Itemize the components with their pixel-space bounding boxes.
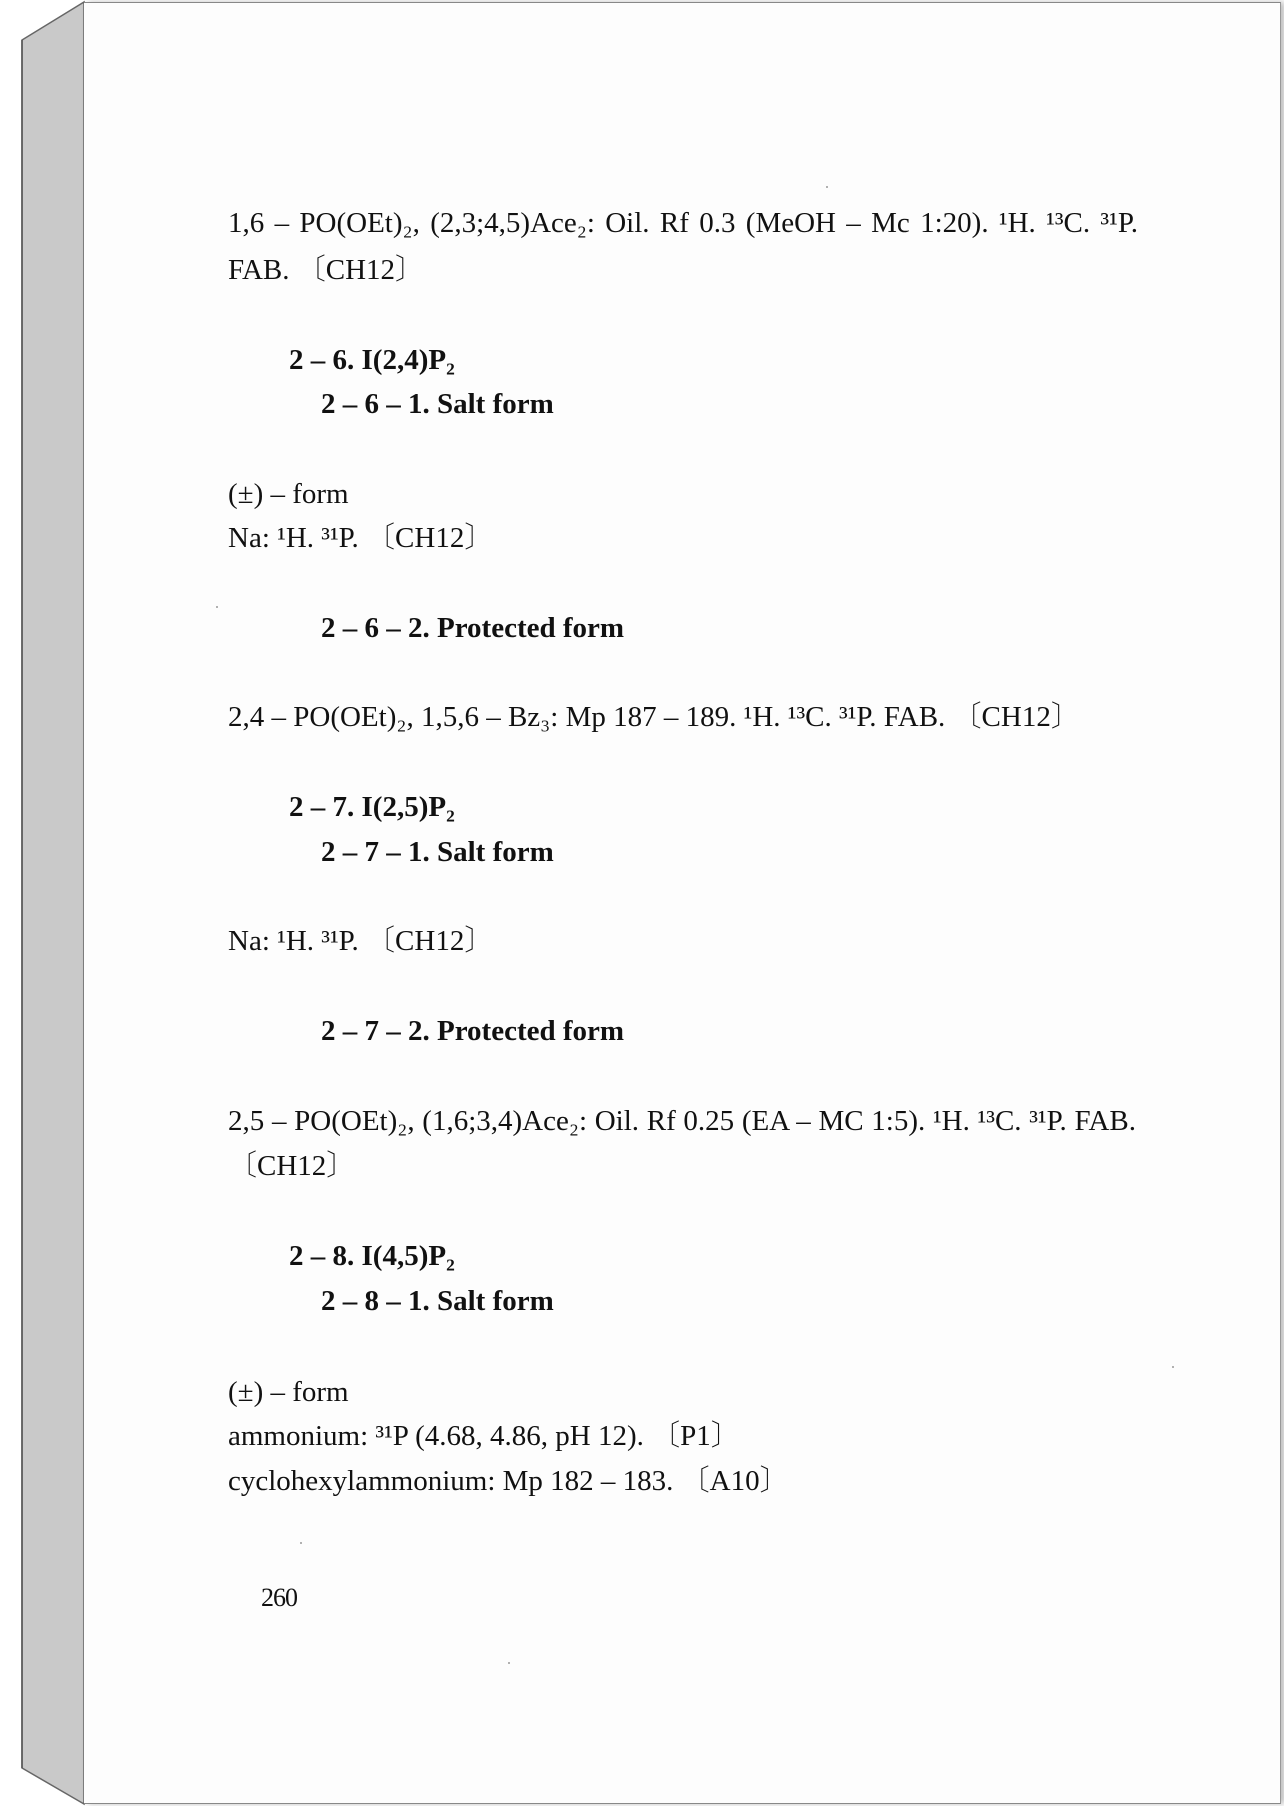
salt-entry-na-2-6: Na: ¹H. ³¹P. 〔CH12〕 — [228, 522, 494, 554]
form-label: (±) – form — [228, 478, 349, 510]
salt-entry-na-2-7: Na: ¹H. ³¹P. 〔CH12〕 — [228, 925, 494, 957]
speck — [826, 186, 828, 188]
entry-1-6-line-2: FAB. 〔CH12〕 — [228, 254, 425, 286]
subsection-heading-2-7-2: 2 – 7 – 2. Protected form — [321, 1015, 625, 1047]
section-heading-2-6: 2 – 6. I(2,4)P₂ — [289, 344, 455, 376]
speck — [216, 606, 218, 608]
form-label-2-8: (±) – form — [228, 1376, 349, 1408]
book-spine — [0, 0, 90, 1806]
ammonium-entry: ammonium: ³¹P (4.68, 4.86, pH 12). 〔P1〕 — [228, 1420, 740, 1452]
entry-2-4-line: 2,4 – PO(OEt)₂, 1,5,6 – Bz₃: Mp 187 – 189. ¹H. ¹³C. ³¹P. FAB. 〔CH12〕 — [228, 701, 1080, 733]
section-heading-2-7: 2 – 7. I(2,5)P₂ — [289, 791, 455, 823]
subsection-heading-2-8-1: 2 – 8 – 1. Salt form — [321, 1285, 554, 1317]
subsection-heading-2-6-1: 2 – 6 – 1. Salt form — [321, 388, 554, 420]
section-heading-2-8: 2 – 8. I(4,5)P₂ — [289, 1240, 455, 1272]
speck — [1172, 1366, 1174, 1368]
speck — [300, 1542, 302, 1544]
speck — [508, 1662, 510, 1664]
cyclohexylammonium-entry: cyclohexylammonium: Mp 182 – 183. 〔A10〕 — [228, 1465, 789, 1497]
entry-2-5-line-1: 2,5 – PO(OEt)₂, (1,6;3,4)Ace₂: Oil. Rf 0.25 (EA – MC 1:5). ¹H. ¹³C. ³¹P. FAB. — [228, 1105, 1136, 1137]
entry-1-6-line-1: 1,6 – PO(OEt)₂, (2,3;4,5)Ace₂: Oil. Rf 0.3 (MeOH – Mc 1:20). ¹H. ¹³C. ³¹P. — [228, 207, 1138, 239]
subsection-heading-2-6-2: 2 – 6 – 2. Protected form — [321, 612, 625, 644]
page-number: 260 — [261, 1583, 297, 1612]
subsection-heading-2-7-1: 2 – 7 – 1. Salt form — [321, 836, 554, 868]
entry-2-5-line-2: 〔CH12〕 — [228, 1150, 356, 1182]
